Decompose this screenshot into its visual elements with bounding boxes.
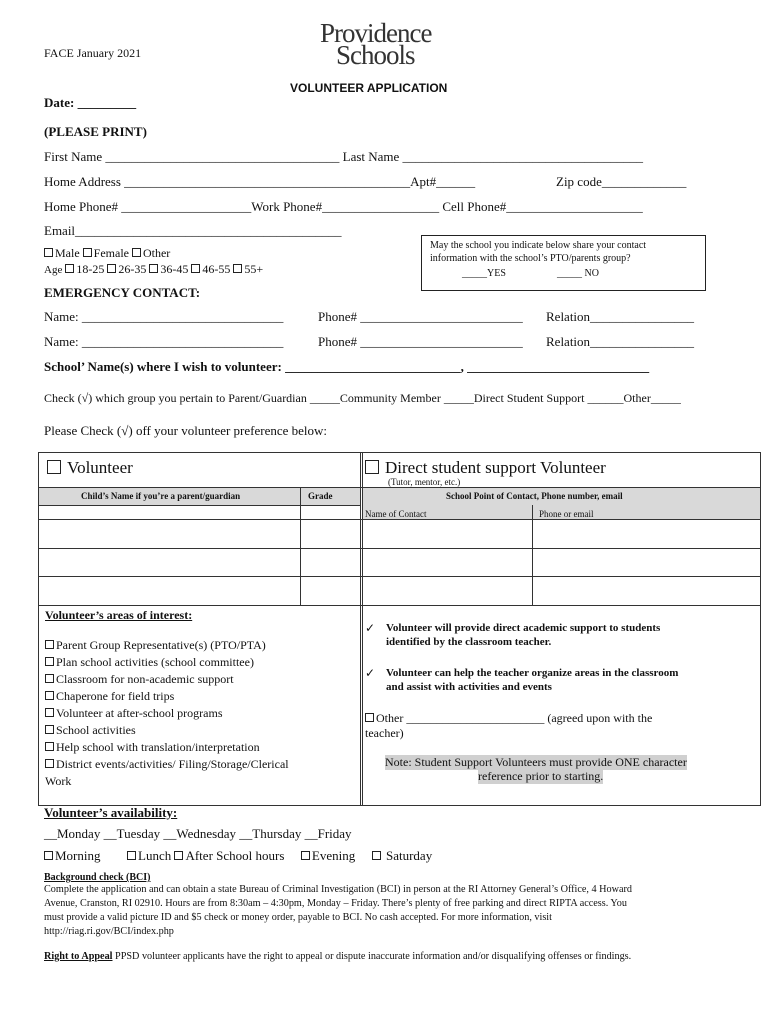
availability-days[interactable]: __Monday __Tuesday __Wednesday __Thursday __Friday <box>44 826 352 841</box>
support-item2-line1: Volunteer can help the teacher organize areas in the classroom <box>386 667 679 679</box>
name-field[interactable]: First Name ____________________________________ Last Name _____________________________________ <box>44 149 644 164</box>
time-label: Evening <box>311 848 356 863</box>
interest-item[interactable] <box>45 757 289 772</box>
bci-link[interactable]: http://riag.ri.gov/BCI/index.php <box>44 926 174 937</box>
contact-name-subheader: Name of Contact <box>365 509 427 519</box>
interest-item[interactable] <box>45 740 260 755</box>
table-rule <box>39 505 360 506</box>
logo-line2: Schools <box>336 40 415 70</box>
age-option-label: 36-45 <box>160 262 189 276</box>
time-label: Lunch <box>138 848 172 863</box>
age-option-label: 55+ <box>244 262 264 276</box>
background-line2: Avenue, Cranston, RI 02910. Hours are from 8:30am – 4:30pm, Monday – Friday. There’s plenty of free parking and direct RIPTA access. You <box>44 898 627 909</box>
time-label: After School hours <box>185 848 285 863</box>
background-heading: Background check (BCI) <box>44 872 151 883</box>
other-support-label: Other _______________________ (agreed upon with the <box>376 711 653 725</box>
appeal-heading: Right to Appeal <box>44 951 113 962</box>
interest-checkbox[interactable] <box>45 657 54 666</box>
background-line1: Complete the application and can obtain a state Bureau of Criminal Investigation (BCI) in person at the RI Attorney General’s Office, 4 Howard <box>44 884 632 895</box>
contact-divider <box>532 505 533 605</box>
table-rule <box>39 519 760 520</box>
emergency-name-field[interactable]: Name: _______________________________ <box>44 334 284 349</box>
zip-field[interactable]: Zip code_____________ <box>556 174 687 189</box>
age-option-label: 18-25 <box>76 262 105 276</box>
time-label: Morning <box>55 848 101 863</box>
providence-schools-logo <box>320 18 431 71</box>
preference-instruction: Please Check (√) off your volunteer preference below: <box>44 423 328 438</box>
interest-heading: Volunteer’s areas of interest: <box>45 608 193 622</box>
page-title: VOLUNTEER APPLICATION <box>290 81 448 95</box>
age-checkbox[interactable] <box>149 264 158 273</box>
contact-header: School Point of Contact, Phone number, email <box>446 491 623 501</box>
female-label: Female <box>93 246 129 260</box>
interest-checkbox[interactable] <box>45 674 54 683</box>
phone-field[interactable]: Home Phone# ____________________Work Phone#__________________ Cell Phone#_____________________ <box>44 199 643 214</box>
check-icon: ✓ <box>365 621 376 635</box>
note-line2: reference prior to starting. <box>478 769 604 783</box>
interest-label: District events/activities/ Filing/Storage/Clerical <box>56 757 289 771</box>
interest-label: Plan school activities (school committee) <box>56 655 254 669</box>
availability-times <box>44 848 432 864</box>
interest-label: Chaperone for field trips <box>56 689 175 703</box>
interest-label: Parent Group Representative(s) (PTO/PTA) <box>56 638 266 652</box>
other-gender-checkbox[interactable] <box>132 248 141 257</box>
interest-checkbox[interactable] <box>45 725 54 734</box>
logo-line1: Providence <box>320 18 432 48</box>
other-gender-label: Other <box>142 246 171 260</box>
email-field[interactable]: Email_________________________________________ <box>44 223 342 238</box>
pto-consent-box <box>421 235 706 291</box>
male-checkbox[interactable] <box>44 248 53 257</box>
table-rule <box>39 576 760 577</box>
interest-checkbox[interactable] <box>45 759 54 768</box>
interest-label: Volunteer at after-school programs <box>56 706 223 720</box>
interest-item[interactable] <box>45 638 266 653</box>
direct-support-checkbox[interactable] <box>365 460 379 474</box>
interest-checkbox[interactable] <box>45 640 54 649</box>
pto-no-field[interactable]: _____ NO <box>557 268 599 279</box>
child-name-header: Child’s Name if you’re a parent/guardian <box>81 491 241 501</box>
pto-question-line1: May the school you indicate below share your contact <box>430 240 647 251</box>
interest-item[interactable] <box>45 672 234 687</box>
background-line3: must provide a valid picture ID and $5 check or money order, payable to BCI. No cash accepted. For more information, visit <box>44 912 552 923</box>
other-support-checkbox[interactable] <box>365 713 374 722</box>
emergency-name-field[interactable]: Name: _______________________________ <box>44 309 284 324</box>
direct-support-title: Direct student support Volunteer <box>385 458 606 477</box>
group-check-line[interactable]: Check (√) which group you pertain to Parent/Guardian _____Community Member _____Direct Student Support ______Other_____ <box>44 391 681 405</box>
school-names-field[interactable]: School’ Name(s) where I wish to volunteer: ___________________________, ____________________________ <box>44 359 650 374</box>
contact-phone-subheader: Phone or email <box>539 509 594 519</box>
table-rule <box>39 487 760 488</box>
volunteer-checkbox[interactable] <box>47 460 61 474</box>
age-checkbox[interactable] <box>191 264 200 273</box>
gender-options <box>44 246 170 261</box>
direct-support-option[interactable] <box>365 458 606 478</box>
center-divider <box>362 453 363 805</box>
time-checkbox[interactable] <box>372 851 381 860</box>
pto-question-line2: information with the school’s PTO/parents group? <box>430 253 631 264</box>
table-rule <box>39 605 760 606</box>
pto-yes-field[interactable]: _____YES <box>462 268 506 279</box>
note-line1: Note: Student Support Volunteers must provide ONE character <box>385 755 687 769</box>
age-checkbox[interactable] <box>65 264 74 273</box>
interest-item[interactable] <box>45 723 136 738</box>
interest-label: Help school with translation/interpretation <box>56 740 260 754</box>
emergency-phone-field[interactable]: Phone# _________________________ <box>318 334 523 349</box>
volunteer-preference-table <box>38 452 761 806</box>
interest-checkbox[interactable] <box>45 742 54 751</box>
emergency-relation-field[interactable]: Relation________________ <box>546 334 695 349</box>
volunteer-option[interactable] <box>47 458 133 478</box>
emergency-relation-field[interactable]: Relation________________ <box>546 309 695 324</box>
interest-item[interactable] <box>45 706 222 721</box>
age-options <box>44 262 263 277</box>
age-checkbox[interactable] <box>233 264 242 273</box>
interest-checkbox[interactable] <box>45 691 54 700</box>
support-item2-line2: and assist with activities and events <box>386 681 552 693</box>
time-checkbox[interactable] <box>44 851 53 860</box>
age-option-label: 46-55 <box>202 262 231 276</box>
interest-checkbox[interactable] <box>45 708 54 717</box>
volunteer-title: Volunteer <box>67 458 133 477</box>
time-checkbox[interactable] <box>301 851 310 860</box>
appeal-text: PPSD volunteer applicants have the right to appeal or dispute inaccurate information and/or disqualifying offenses or findings. <box>115 951 632 962</box>
address-field[interactable]: Home Address ____________________________________________Apt#______ <box>44 174 476 189</box>
direct-support-subtitle: (Tutor, mentor, etc.) <box>388 477 461 487</box>
interest-label: Classroom for non-academic support <box>56 672 234 686</box>
time-checkbox[interactable] <box>174 851 183 860</box>
date-field[interactable]: Date: _________ <box>44 95 137 110</box>
time-checkbox[interactable] <box>127 851 136 860</box>
support-item1-line1: Volunteer will provide direct academic support to students <box>386 622 661 634</box>
male-label: Male <box>55 246 80 260</box>
emergency-phone-field[interactable]: Phone# _________________________ <box>318 309 523 324</box>
interest-item-wrap: Work <box>45 774 72 788</box>
support-item1-line2: identified by the classroom teacher. <box>386 636 552 648</box>
age-checkbox[interactable] <box>107 264 116 273</box>
interest-item[interactable] <box>45 655 254 670</box>
grade-header: Grade <box>308 491 333 501</box>
age-label: Age <box>44 264 63 276</box>
interest-item[interactable] <box>45 689 174 704</box>
please-print-label: (PLEASE PRINT) <box>44 124 147 139</box>
availability-heading: Volunteer’s availability: <box>44 805 178 820</box>
time-label: Saturday <box>385 848 433 863</box>
form-version-label: FACE January 2021 <box>44 46 142 60</box>
other-support-line2: teacher) <box>365 726 404 740</box>
appeal-section <box>44 951 631 962</box>
check-icon: ✓ <box>365 666 376 680</box>
other-support-field[interactable] <box>365 711 652 726</box>
female-checkbox[interactable] <box>83 248 92 257</box>
table-rule <box>39 548 760 549</box>
emergency-heading: EMERGENCY CONTACT: <box>44 285 201 300</box>
age-option-label: 26-35 <box>118 262 147 276</box>
interest-label: School activities <box>56 723 136 737</box>
center-divider <box>360 453 361 805</box>
